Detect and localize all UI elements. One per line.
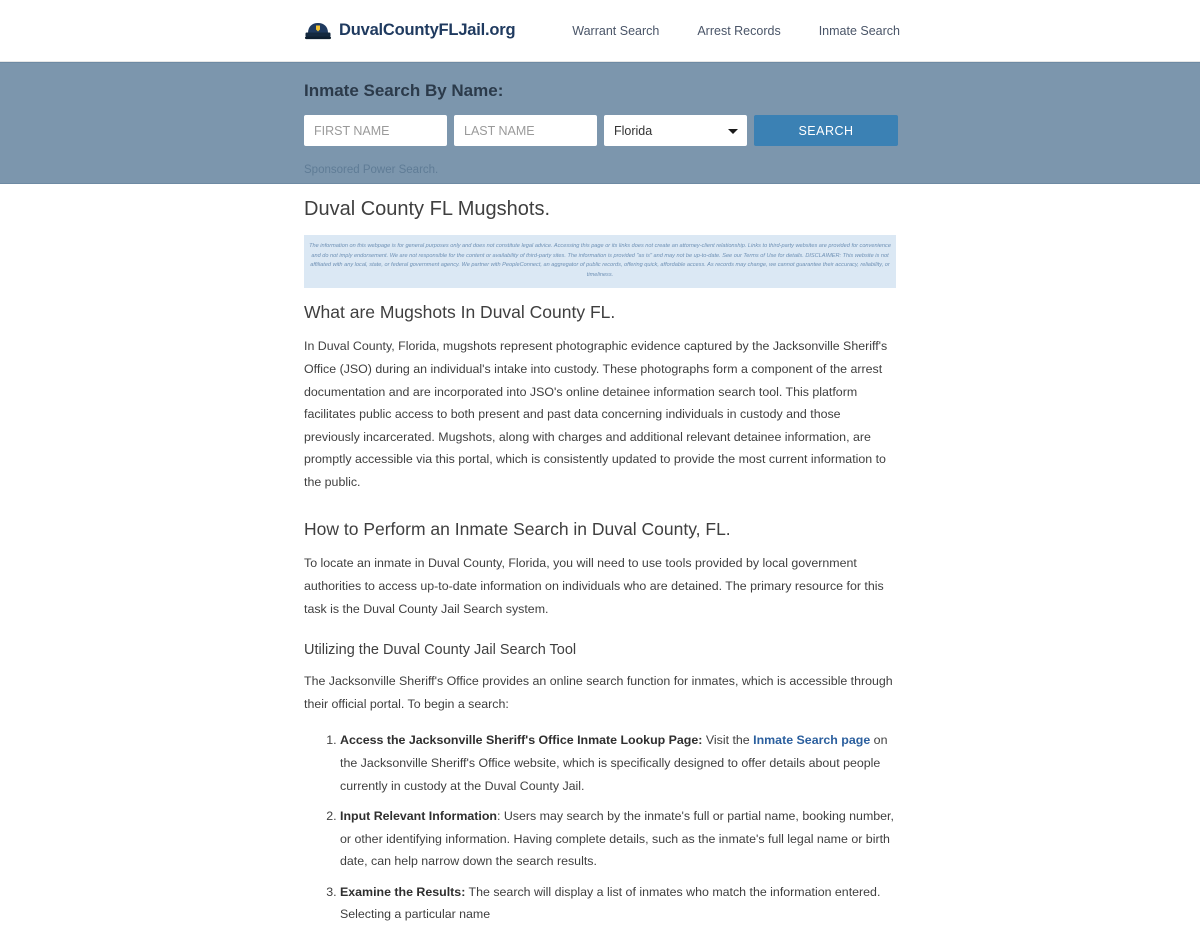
section-paragraph-what-are-mugshots: In Duval County, Florida, mugshots represent photographic evidence captured by the Jacksonville Sheriff's Office (JSO) during an individual's intake into custody. These photographs form a component of the arrest documentation and are incorporated into JSO's online detainee information search tool. This platform facilitates public access to both present and past data concerning individuals in custody and those previously incarcerated. Mugshots, along with charges and additional relevant detainee information, are promptly accessible via this portal, which is consistently updated to provide the most current information to the public. (304, 339, 888, 489)
list-item (340, 729, 896, 797)
step-label: Examine the Results: (340, 884, 466, 899)
search-form (304, 115, 900, 146)
legal-disclaimer: The information on this webpage is for general purposes only and does not constitute legal advice. Accessing this page or its links does not create an attorney-client relationship. Links to third-party websites are provided for convenience and do not imply endorsement. We are not responsible for the content or availability of third-party sites. The information is provided "as is" and may not be up-to-date. See our Terms of Use for details. DISCLAIMER: This website is not affiliated with any local, state, or federal government agency. We partner with PeopleConnect, an aggregator of public records, offering quick, affordable access. As records may change, we cannot guarantee their accuracy, reliability, or timeliness. (304, 235, 896, 288)
search-banner-inner (300, 81, 900, 176)
step-label: Input Relevant Information (340, 809, 497, 824)
section-heading-how-to-search: How to Perform an Inmate Search in Duval County, FL. (304, 519, 731, 540)
list-item (340, 881, 896, 926)
step-text: : Users may search by the inmate's full or partial name, booking number, or other identifying information. Having complete details, such as the inmate's full legal name or birth date, can help narrow down the search results. (340, 809, 894, 869)
step-text-before-link: Visit the (702, 733, 754, 748)
state-select[interactable] (604, 115, 747, 146)
step-label: Access the Jacksonville Sheriff's Office Inmate Lookup Page: (340, 733, 703, 748)
inmate-search-banner (0, 62, 1200, 184)
nav-item-warrant-search[interactable]: Warrant Search (572, 23, 660, 38)
search-steps-list (304, 729, 896, 926)
article-content (300, 184, 900, 926)
search-banner-title: Inmate Search By Name: (304, 81, 504, 100)
list-item (340, 805, 896, 873)
step-text: The search will display a list of inmates who match the information entered. Selecting a particular name (340, 884, 881, 922)
inmate-search-page-link[interactable]: Inmate Search page (753, 733, 871, 748)
section-heading-what-are-mugshots: What are Mugshots In Duval County FL. (304, 302, 616, 323)
sponsored-note: Sponsored Power Search. (304, 164, 439, 176)
police-cap-icon (304, 21, 332, 41)
site-logo-text: DuvalCountyFLJail.org (339, 21, 516, 39)
site-logo-link[interactable] (304, 21, 515, 41)
step-text-after-link: on the Jacksonville Sheriff's Office website, which is specifically designed to offer details about people currently in custody at the Duval County Jail. (340, 733, 888, 793)
section-paragraph-how-to-search: To locate an inmate in Duval County, Florida, you will need to use tools provided by local government authorities to access up-to-date information on individuals who are detained. The primary resource for this task is the Duval County Jail Search system. (304, 556, 884, 616)
last-name-input[interactable] (454, 115, 597, 146)
header-inner (300, 21, 900, 41)
page-title: Duval County FL Mugshots. (304, 198, 551, 220)
first-name-input[interactable] (304, 115, 447, 146)
state-select-wrapper (604, 115, 747, 146)
main-navigation (572, 24, 900, 38)
subsection-heading-jail-search-tool: Utilizing the Duval County Jail Search Tool (304, 642, 577, 659)
search-button[interactable]: SEARCH (754, 115, 898, 146)
subsection-paragraph-jail-search-tool: The Jacksonville Sheriff's Office provides an online search function for inmates, which is accessible through their official portal. To begin a search: (304, 674, 893, 711)
site-header (0, 0, 1200, 62)
nav-item-inmate-search[interactable]: Inmate Search (818, 23, 900, 38)
nav-item-arrest-records[interactable]: Arrest Records (697, 23, 781, 38)
